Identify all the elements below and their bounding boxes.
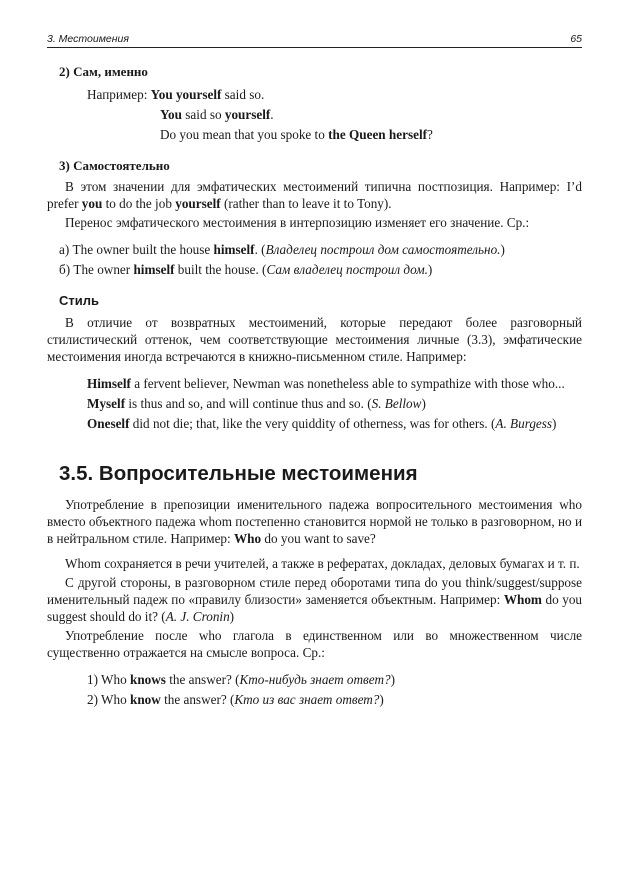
bold-term: Who bbox=[233, 531, 262, 546]
translation: Кто из вас знает ответ? bbox=[234, 692, 380, 707]
text: Употребление в препозиции именительного падежа вопросительного местоимения who вместо объектного падежа whom постепенно становится нормой не только в разговорном, но и в нейтральном стиле. Например: bbox=[47, 497, 582, 546]
section-title: 3.5. Вопросительные местоимения bbox=[59, 462, 418, 485]
subheading-sam-imenno: 2) Сам, именно bbox=[59, 64, 148, 79]
example-line-3 bbox=[160, 126, 582, 143]
text: did not die; that, like the very quiddity of otherness, was for others. ( bbox=[129, 416, 496, 431]
list-label: б) bbox=[59, 262, 74, 277]
text: ) bbox=[427, 262, 433, 277]
paragraph-preposition bbox=[47, 496, 582, 547]
list-label: а) bbox=[59, 242, 73, 257]
paragraph-other-side bbox=[47, 574, 582, 625]
text: said so bbox=[182, 107, 225, 122]
example-b bbox=[59, 261, 582, 278]
bold-term: himself bbox=[213, 242, 255, 257]
page-number: 65 bbox=[570, 33, 582, 45]
example-1 bbox=[87, 671, 582, 688]
text: С другой стороны, в разговорном стиле перед оборотами типа do you think/suggest/suppose именительный падеж по «правилу близости» заменяется объектным. Например: bbox=[47, 575, 582, 607]
author: A. J. Cronin bbox=[165, 609, 230, 624]
example-2 bbox=[87, 691, 582, 708]
text: ) bbox=[379, 692, 384, 707]
bold-term: Oneself bbox=[87, 416, 130, 431]
example-label: Например: bbox=[87, 87, 151, 102]
text: ) bbox=[552, 416, 557, 431]
bold-term: Himself bbox=[87, 376, 131, 391]
bold-term: You bbox=[160, 107, 182, 122]
author: A. Burgess bbox=[495, 416, 553, 431]
bold-term: yourself bbox=[224, 107, 271, 122]
running-header bbox=[47, 33, 582, 48]
text: the answer? ( bbox=[160, 692, 235, 707]
chapter-title: 3. Местоимения bbox=[47, 33, 129, 45]
text: (rather than to leave it to Tony). bbox=[220, 196, 392, 211]
paragraph-verb-number: Употребление после who глагола в единственном или во множественном числе существенно отражается на смысле вопроса. Ср.: bbox=[47, 628, 582, 660]
text: said so. bbox=[221, 87, 265, 102]
paragraph-style: В отличие от возвратных местоимений, которые передают более разговорный стилистический оттенок, чем соответствующие местоимения личные (3.3), эмфатические местоимения иногда встречаются в книжно-письменном стиле. Например: bbox=[47, 315, 582, 364]
text: The owner built the house bbox=[72, 242, 214, 257]
text: to do the job bbox=[102, 196, 176, 211]
paragraph-whom: Whom сохраняется в речи учителей, а также в рефератах, докладах, деловых бумагах и т. п. bbox=[65, 556, 580, 571]
text: Do you mean that you spoke to bbox=[160, 127, 329, 142]
bold-term: you bbox=[81, 196, 103, 211]
subheading-samostoyatelno: 3) Самостоятельно bbox=[59, 158, 170, 173]
text: . ( bbox=[254, 242, 266, 257]
example-line-1 bbox=[87, 86, 582, 103]
text: a fervent believer, Newman was nonetheless able to sympathize with those who... bbox=[130, 376, 565, 391]
text: 2) Who bbox=[87, 692, 130, 707]
text: ) bbox=[421, 396, 426, 411]
quote-myself bbox=[87, 395, 582, 412]
translation: Сам владелец построил дом. bbox=[266, 262, 428, 277]
paragraph-postposition bbox=[47, 178, 582, 212]
bold-term: himself bbox=[133, 262, 175, 277]
text: ) bbox=[390, 672, 395, 687]
text: built the house. ( bbox=[174, 262, 267, 277]
text: do you want to save? bbox=[261, 531, 376, 546]
text: The owner bbox=[73, 262, 134, 277]
bold-term: knows bbox=[129, 672, 166, 687]
text: do you suggest should do it? ( bbox=[47, 592, 583, 624]
translation: Кто-нибудь знает ответ? bbox=[239, 672, 391, 687]
text: 1) Who bbox=[87, 672, 130, 687]
quote-himself bbox=[87, 375, 582, 392]
bold-term: know bbox=[129, 692, 161, 707]
author: S. Bellow bbox=[371, 396, 422, 411]
subheading-style: Стиль bbox=[59, 293, 99, 308]
bold-term: yourself bbox=[175, 196, 221, 211]
bold-term: the Queen herself bbox=[328, 127, 428, 142]
quote-oneself bbox=[87, 415, 582, 432]
bold-term: Myself bbox=[87, 396, 126, 411]
bold-term: Whom bbox=[503, 592, 542, 607]
page-content bbox=[47, 63, 582, 708]
text: is thus and so, and will continue thus and so. ( bbox=[125, 396, 372, 411]
paragraph-interposition: Перенос эмфатического местоимения в интерпозицию изменяет его значение. Ср.: bbox=[65, 215, 530, 230]
bold-term: You yourself bbox=[150, 87, 222, 102]
example-line-2 bbox=[160, 106, 582, 123]
text: the answer? ( bbox=[165, 672, 240, 687]
text: В этом значении для эмфатических местоимений типична постпозиция. Например: I’d prefer bbox=[47, 179, 582, 211]
example-a bbox=[59, 241, 582, 258]
text: ) bbox=[500, 242, 505, 257]
text: ) bbox=[229, 609, 235, 624]
translation: Владелец построил дом самостоятельно. bbox=[265, 242, 501, 257]
text: ? bbox=[427, 127, 433, 142]
text: . bbox=[270, 107, 274, 122]
